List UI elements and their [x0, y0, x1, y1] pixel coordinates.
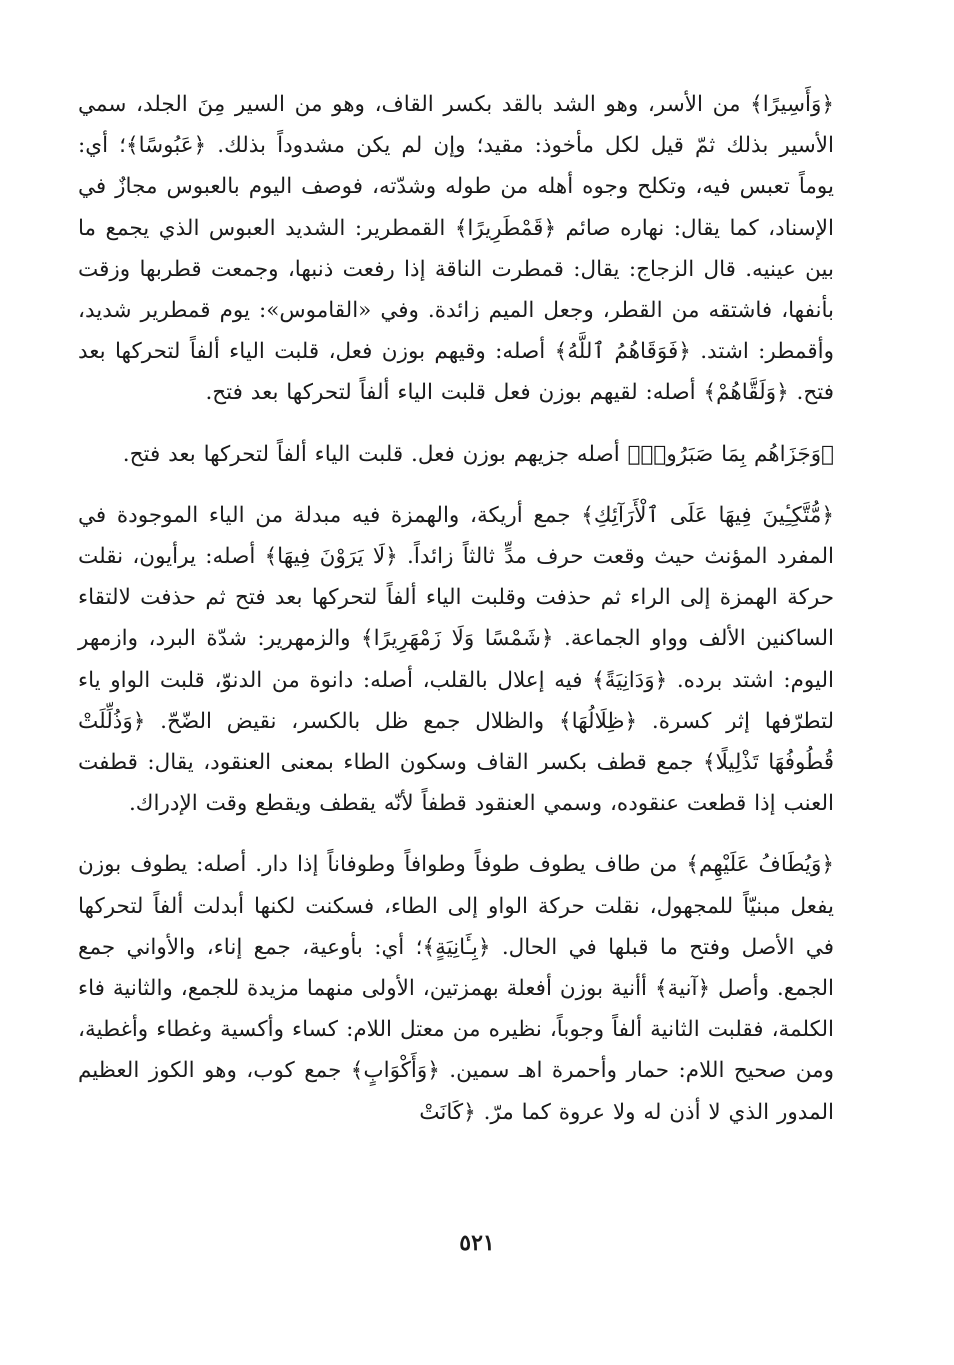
paragraph-jazahum: ﴿وَجَزَاهُم بِمَا صَبَرُوا۟﴾ أصله جزيهم بوزن فعل. قلبت الياء ألفاً لتحركها بعد فتح.: [122, 441, 834, 467]
paragraph-yutafu: ﴿وَيُطَافُ عَلَيْهِم﴾ من طاف يطوف طوفاً وطوافاً وطوفاناً إذا دار. أصله: يطوف بوزن يفعل مبنيّاً للمجهول، نقلت حركة الواو إلى الطاء، فسكنت لكنها أبدلت ألفاً لتحركها في الأصل وفتح ما قبلها في الحال. ﴿بِـَٔانِيَةٍ﴾؛ أي: بأوعية، جمع إناء، والأواني جمع الجمع. وأصل ﴿آنية﴾ أأنية بوزن أفعلة بهمزتين، الأولى منهما مزيدة للجمع، والثانية فاء الكلمة، فقلبت الثانية ألفاً وجوباً، نظيره من معتل اللام: كساء وأكسية وغطاء وأغطية، ومن صحيح اللام: حمار وأحمرة اهـ سمين. ﴿وَأَكْوَابٍ﴾ جمع كوب، وهو الكوز العظيم المدور الذي لا أذن له ولا عروة كما مرّ. ﴿كَانَتْ: [78, 852, 834, 1125]
page-number: ٥٢١: [459, 1230, 495, 1256]
paragraph-asir-qamtarir: ﴿وَأَسِيرًا﴾ من الأسر، وهو الشد بالقد بكسر القاف، وهو من السير مِنَ الجلد، سمي الأسير بذلك ثمّ قيل لكل مأخوذ: مقيد؛ وإن لم يكن مشدوداً بذلك. ﴿عَبُوسًا﴾؛ أي: يوماً تعبس فيه، وتكلح وجوه أهله من طوله وشدّته، فوصف اليوم بالعبوس مجازٌ في الإسناد، كما يقال: نهاره صائم ﴿قَمْطَرِيرًا﴾ القمطرير: الشديد العبوس الذي يجمع ما بين عينيه. قال الزجاج: يقال: قمطرت الناقة إذا رفعت ذنبها، وجمعت قطربها وزقت بأنفها، فاشتقه من القطر، وجعل الميم زائدة. وفي «القاموس»: يوم قمطرير شديد، وأقمطر: اشتد. ﴿فَوَقَاهُمُ ٱللَّهُ﴾ أصله: وقيهم بوزن فعل، قلبت الياء ألفاً لتحركها بعد فتح. ﴿وَلَقَّاهُمْ﴾ أصله: لقيهم بوزن فعل قلبت الياء ألفاً لتحركها بعد فتح.: [78, 92, 834, 406]
paragraph-muttakiin: ﴿مُّتَّكِـِٔينَ فِيهَا عَلَى ٱلْأَرَآئِكِ﴾ جمع أريكة، والهمزة فيه مبدلة من الياء الموجودة في المفرد المؤنث حيث وقعت حرف مدٍّ ثالثاً زائداً. ﴿لَا يَرَوْنَ فِيهَا﴾ أصله: يرأيون، نقلت حركة الهمزة إلى الراء ثم حذفت وقلبت الياء ألفاً لتحركها بعد فتح ثم حذفت لالتقاء الساكنين الألف وواو الجماعة. ﴿شَمْسًا وَلَا زَمْهَرِيرًا﴾ والزمهرير: شدّة البرد، وازمهر اليوم: اشتد برده. ﴿وَدَانِيَةً﴾ فيه إعلال بالقلب، أصله: دانوة من الدنوّ، قلبت الواو ياء لتطرّفها إثر كسرة. ﴿ظِلَالُهَا﴾ والظلال جمع ظل بالكسر، نقيض الضّحّ. ﴿وَذُلِّلَتْ قُطُوفُهَا تَذْلِيلًا﴾ جمع قطف بكسر القاف وسكون الطاء بمعنى العنقود، يقال: قطفت العنب إذا قطعت عنقوده، وسمي العنقود قطفاً لأنّه يقطف ويقطع وقت الإدراك.: [78, 502, 834, 817]
